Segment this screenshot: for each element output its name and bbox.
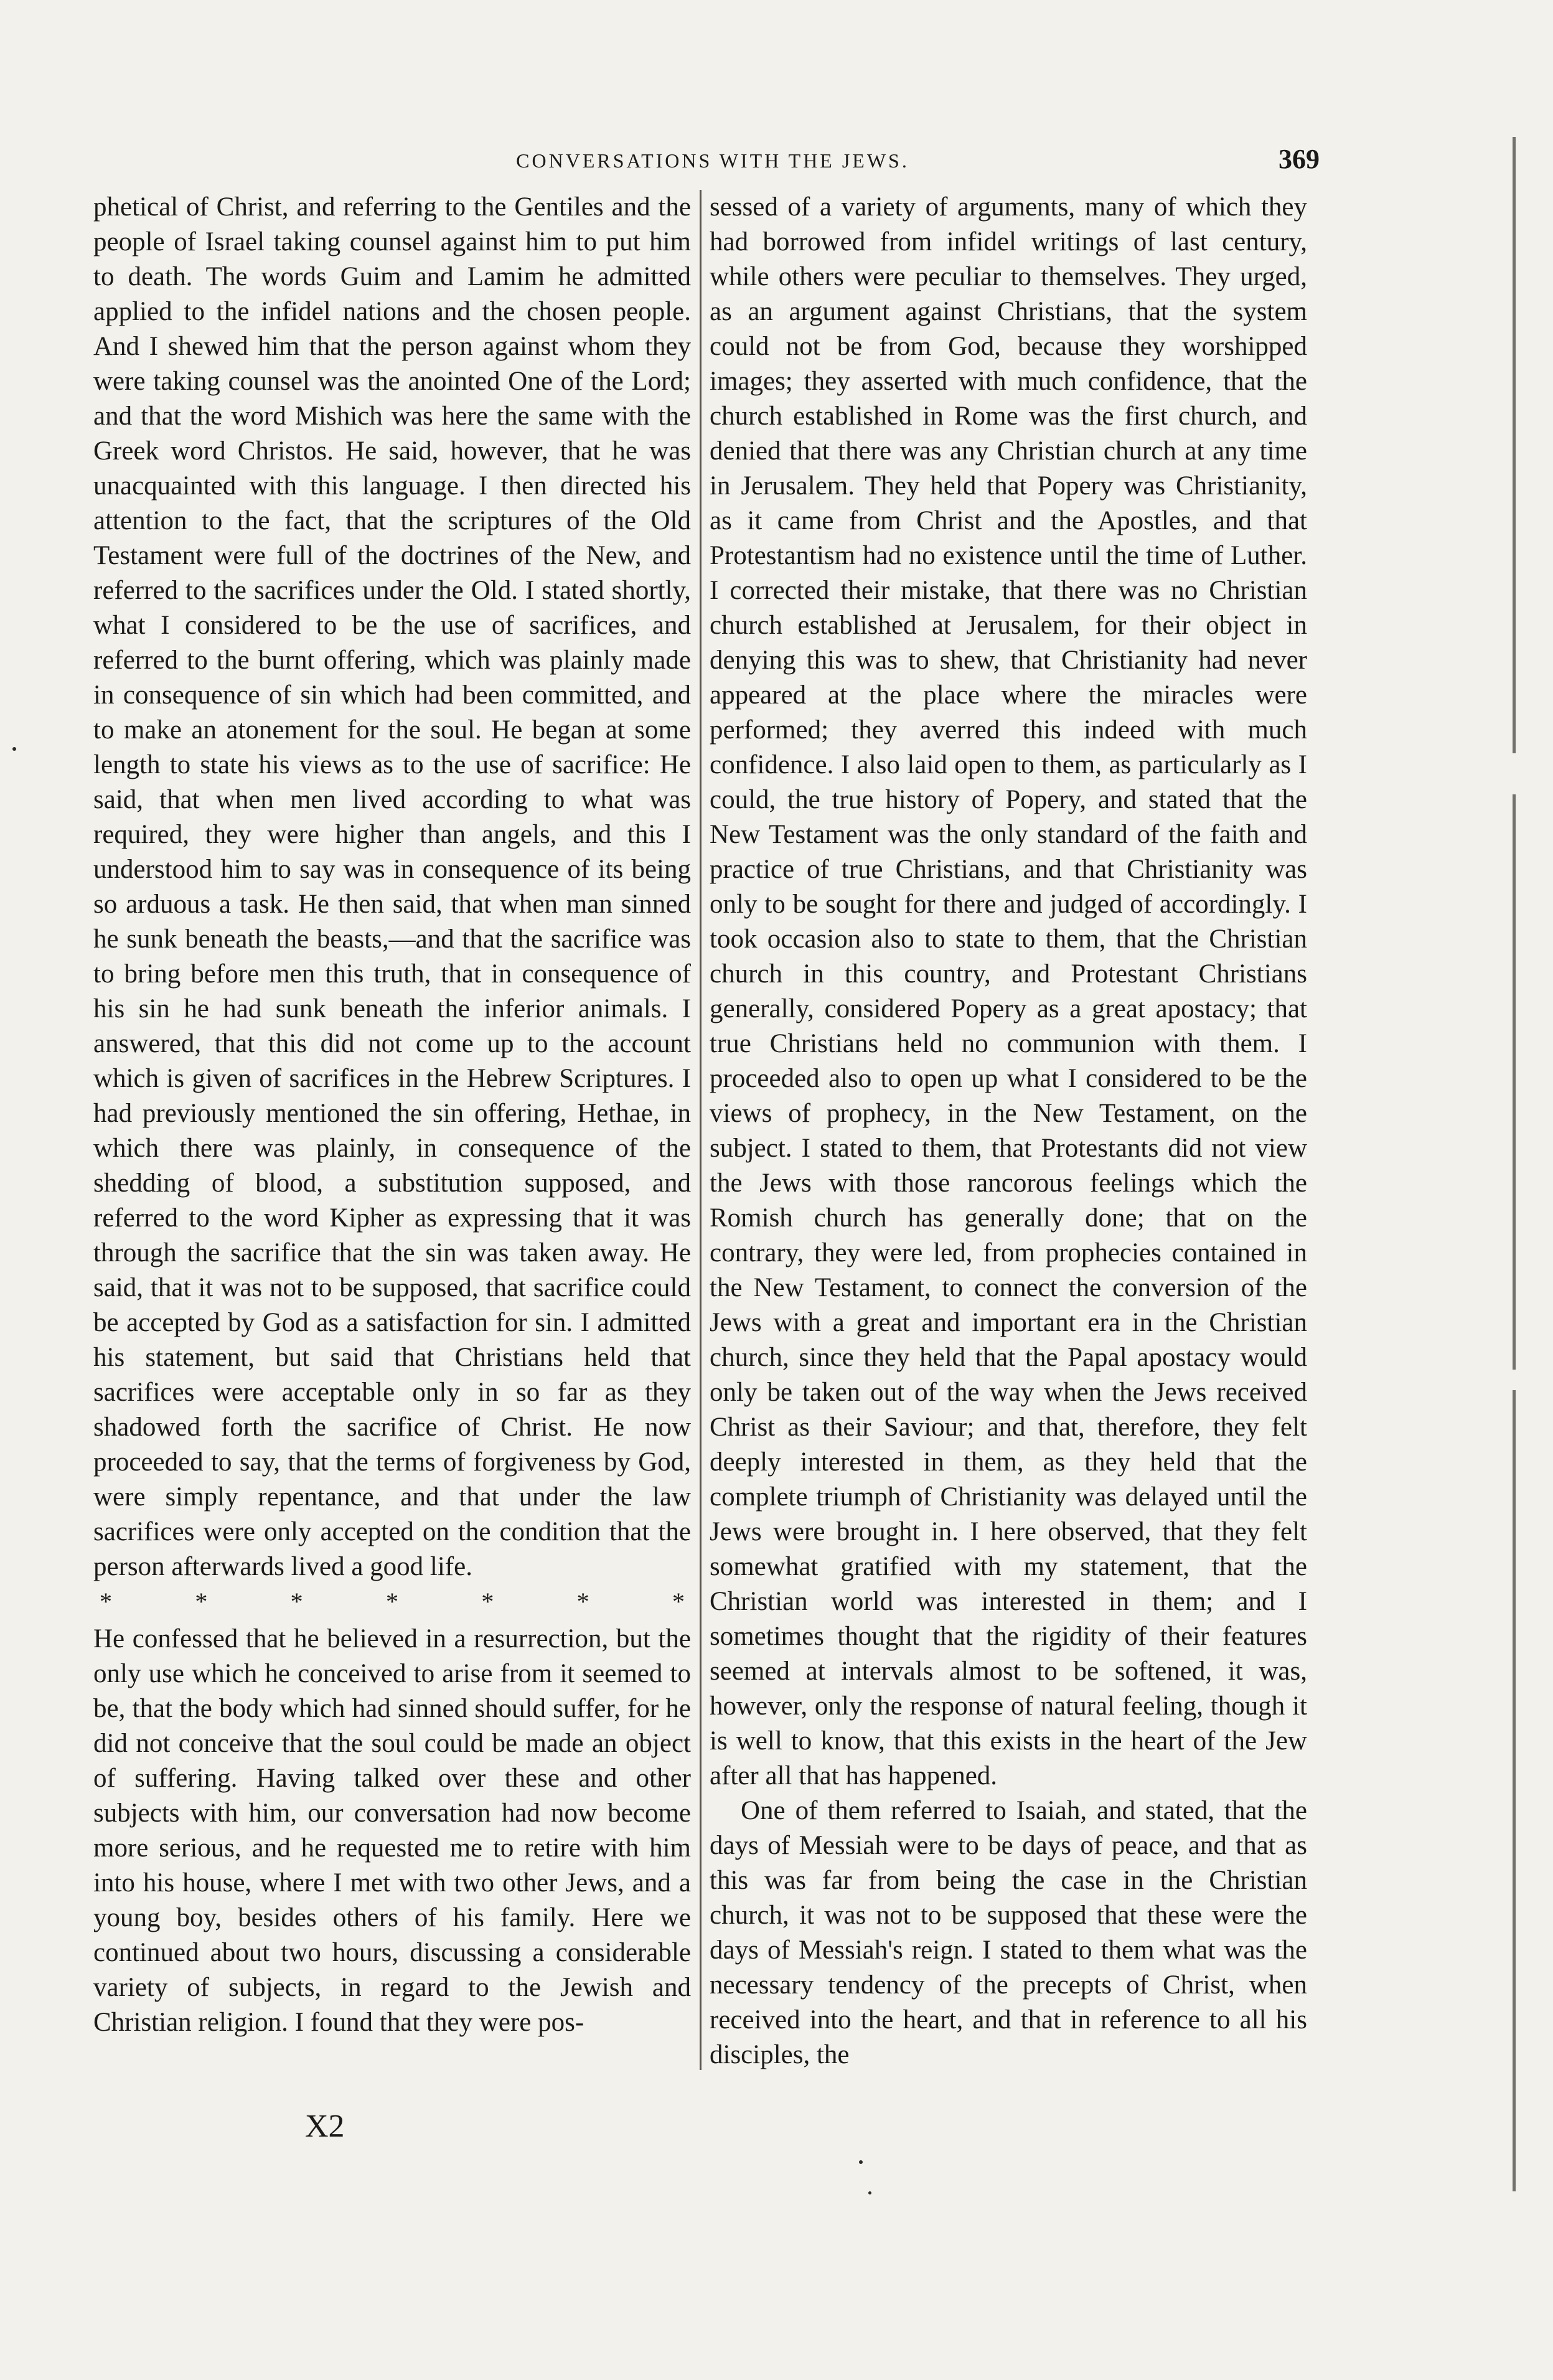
column-divider [700,190,701,2070]
star: * [290,1587,303,1616]
section-break-stars [93,1584,691,1619]
star: * [481,1587,494,1616]
signature-mark: X2 [305,2109,345,2144]
left-paragraph-1: phetical of Christ, and referring to the Gentiles and the people of Israel taking counsel against him to put him to death. The words Guim and Lamim he admitted applied to the infidel nations and the chosen people. And I shewed him that the person against whom they were taking counsel was the anointed One of the Lord; and that the word Mishich was here the same with the Greek word Christos. He said, however, that he was unacquainted with this language. I then directed his attention to the fact, that the scriptures of the Old Testament were full of the doctrines of the New, and referred to the sacrifices under the Old. I stated shortly, what I considered to be the use of sacrifices, and referred to the burnt offering, which was plainly made in consequence of sin which had been committed, and to make an atonement for the soul. He began at some length to state his views as to the use of sacrifice: He said, that when men lived according to what was required, they were higher than angels, and this I understood him to say was in consequence of its being so arduous a task. He then said, that when man sinned he sunk beneath the beasts,—and that the sacrifice was to bring before men this truth, that in consequence of his sin he had sunk beneath the inferior animals. I answered, that this did not come up to the account which is given of sacrifices in the Hebrew Scriptures. I had previously mentioned the sin offering, Hethae, in which there was plainly, in consequence of the shedding of blood, a substitution supposed, and referred to the word Kipher as expressing that it was through the sacrifice that the sin was taken away. He said, that it was not to be supposed, that sacrifice could be accepted by God as a satisfaction for sin. I admitted his statement, but said that Christians held that sacrifices were acceptable only in so far as they shadowed forth the sacrifice of Christ. He now proceeded to say, that the terms of forgiveness by God, were simply repentance, and that under the law sacrifices were only accepted on the condition that the person afterwards lived a good life. [93,192,691,1581]
right-paragraph-2: One of them referred to Isaiah, and stated, that the days of Messiah were to be days of peace, and that as this was far from being the case in the Christian church, it was not to be supposed that these were the days of Messiah's reign. I stated to them what was the necessary tendency of the precepts of Christ, when received into the heart, and that in reference to all his disciples, the [710,1796,1307,2069]
right-column [710,190,1307,2132]
scan-edge-shadow [1513,137,1516,2191]
left-paragraph-2: He confessed that he believed in a resurrection, but the only use which he conceived to arise from it seemed to be, that the body which had sinned should suffer, for he did not conceive that the soul could be made an object of suffering. Having talked over these and other subjects with him, our conversation had now become more serious, and he requested me to retire with him into his house, where I met with two other Jews, and a young boy, besides others of his family. Here we continued about two hours, discussing a considerable variety of subjects, in regard to the Jewish and Christian religion. I found that they were pos- [93,1624,691,2037]
scan-speck [12,747,16,751]
star: * [672,1587,685,1616]
page-header [93,143,1332,181]
star: * [385,1587,398,1616]
left-column [93,190,691,2132]
scan-speck [859,2160,863,2164]
star: * [100,1587,112,1616]
right-paragraph-1: sessed of a variety of arguments, many of which they had borrowed from infidel writings of last century, while others were peculiar to themselves. They urged, as an argument against Christians, that the system could not be from God, because they worshipped images; they asserted with much confidence, that the church established in Rome was the first church, and denied that there was any Christian church at any time in Jerusalem. They held that Popery was Christianity, as it came from Christ and the Apostles, and that Protestantism had no existence until the time of Luther. I corrected their mistake, that there was no Christian church established at Jerusalem, for their object in denying this was to shew, that Christianity had never appeared at the place where the miracles were performed; they averred this indeed with much confidence. I also laid open to them, as particularly as I could, the true history of Popery, and stated that the New Testament was the only standard of the faith and practice of true Christians, and that Christianity was only to be sought for there and judged of accordingly. I took occasion also to state to them, that the Christian church in this country, and Protestant Christians generally, considered Popery as a great apostacy; that true Christians held no communion with them. I proceeded also to open up what I considered to be the views of prophecy, in the New Testament, on the subject. I stated to them, that Protestants did not view the Jews with those rancorous feelings which the Romish church has generally done; that on the contrary, they were led, from prophecies contained in the New Testament, to connect the conversion of the Jews with a great and important era in the Christian church, since they held that the Papal apostacy would only be taken out of the way when the Jews received Christ as their Saviour; and that, therefore, they felt deeply interested in them, as they held that the complete triumph of Christianity was delayed until the Jews were brought in. I here observed, that they felt somewhat gratified with my statement, that the Christian world was interested in them; and I sometimes thought that the rigidity of their features seemed at intervals almost to be softened, it was, however, only the response of natural feeling, though it is well to know, that this exists in the heart of the Jew after all that has happened. [710,192,1307,1790]
page-number: 369 [1279,144,1320,174]
star: * [195,1587,208,1616]
running-title: CONVERSATIONS WITH THE JEWS. [516,149,909,172]
scan-speck [868,2191,871,2194]
star: * [576,1587,589,1616]
